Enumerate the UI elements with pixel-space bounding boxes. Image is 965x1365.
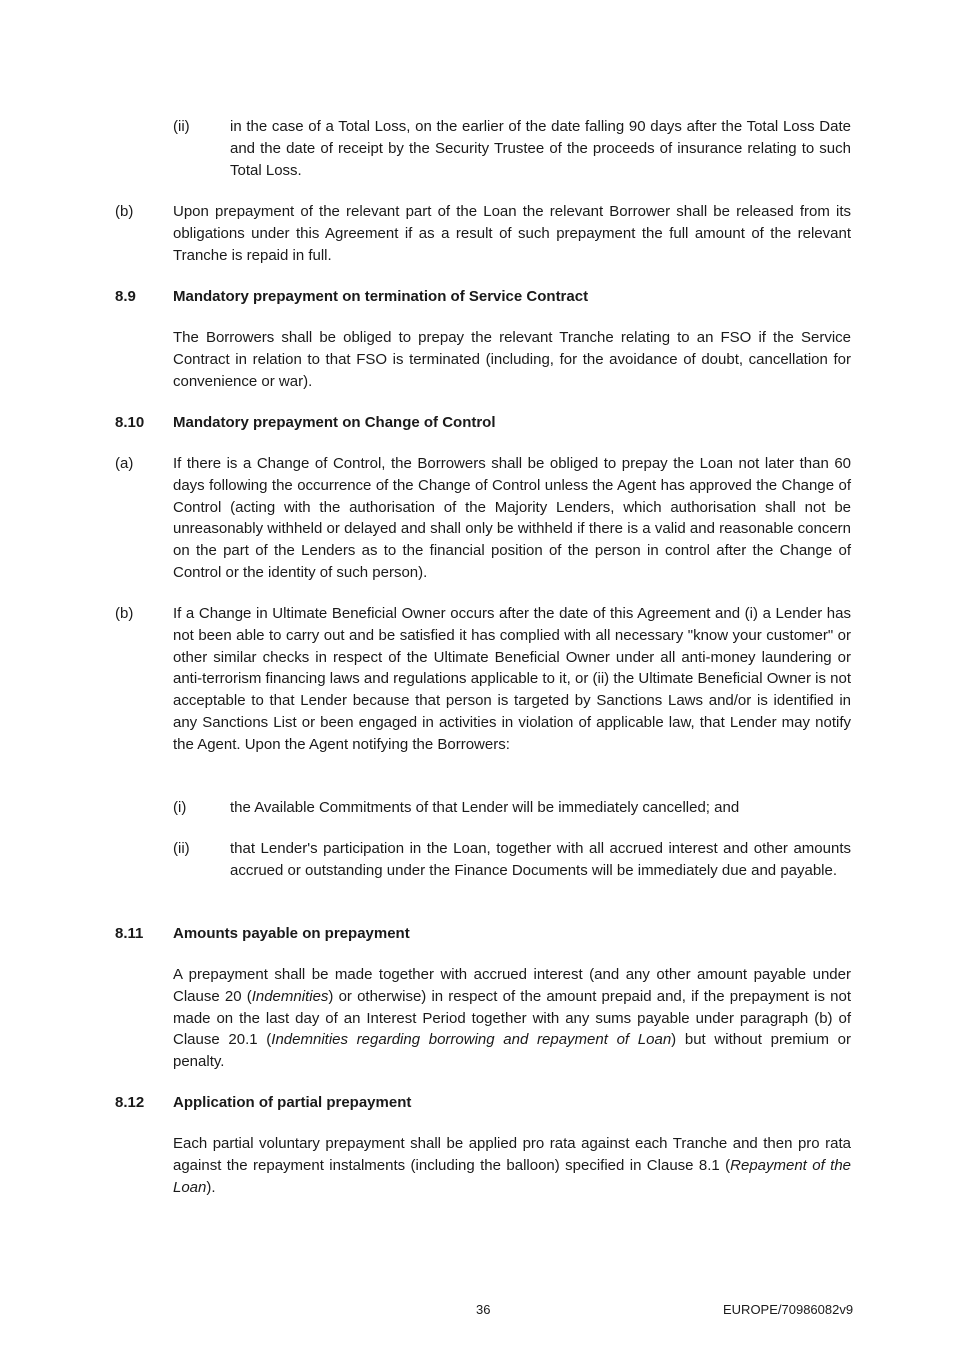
section-title-8-10: Mandatory prepayment on Change of Control	[173, 414, 496, 431]
item-label-b: (b)	[115, 203, 134, 220]
section-title-8-12: Application of partial prepayment	[173, 1094, 412, 1111]
clause-reference-italic: Repayment of the Loan	[173, 1156, 851, 1196]
section-body-8-11	[173, 964, 851, 1073]
item-text-commitments-cancelled: the Available Commitments of that Lender will be immediately cancelled; and	[230, 799, 740, 816]
body-text: A prepayment shall be made together with accrued interest (and any other amount payable under Clause 20 (	[173, 966, 851, 1005]
item-text-ubo-change: If a Change in Ultimate Beneficial Owner occurs after the date of this Agreement and (i) a Lender has not been able to carry out and be satisfied it has complied with all necessary "know your customer" or other similar checks in respect of the Ultimate Beneficial Owner under all anti-money laundering or anti-terrorism financing laws and regulations applicable to it, or (ii) the Ultimate Beneficial Owner is not acceptable to that Lender because that person is targeted by Sanctions Laws and/or is identified in any Sanctions List or been engaged in activities in violation of applicable law, that Lender may notify the Agent. Upon the Agent notifying the Borrowers:	[173, 605, 851, 753]
item-text-release: Upon prepayment of the relevant part of the Loan the relevant Borrower shall be released from its obligations under this Agreement if as a result of such prepayment the full amount of the relevant Tranche is repaid in full.	[173, 203, 851, 264]
item-label-a: (a)	[115, 455, 134, 472]
item-text-due-and-payable: that Lender's participation in the Loan, together with all accrued interest and other amounts accrued or outstanding under the Finance Documents will be immediately due and payable.	[230, 840, 851, 879]
section-number-8-10: 8.10	[115, 414, 145, 431]
page-number: 36	[476, 1302, 491, 1317]
section-number-8-9: 8.9	[115, 288, 136, 305]
item-text-total-loss: in the case of a Total Loss, on the earlier of the date falling 90 days after the Total Loss Date and the date of receipt by the Security Trustee of the proceeds of insurance relating to such Total Loss.	[230, 118, 851, 179]
body-text: ).	[206, 1178, 216, 1196]
item-label-ii: (ii)	[173, 840, 190, 857]
item-label-b: (b)	[115, 605, 134, 622]
clause-reference-italic: Indemnities regarding borrowing and repayment of Loan	[271, 1031, 672, 1049]
section-number-8-11: 8.11	[115, 925, 144, 942]
section-number-8-12: 8.12	[115, 1094, 145, 1111]
section-body-8-9: The Borrowers shall be obliged to prepay the relevant Tranche relating to an FSO if the Service Contract in relation to that FSO is terminated (including, for the avoidance of doubt, cancellation for convenience or war).	[173, 329, 851, 390]
document-reference: EUROPE/70986082v9	[723, 1302, 854, 1317]
section-title-8-9: Mandatory prepayment on termination of Service Contract	[173, 288, 589, 305]
body-text: ) or otherwise) in respect of the amount prepaid and, if the prepayment is not made on the last day of an Interest Period together with any sums payable under paragraph (b) of Clause 20.1 (	[173, 987, 851, 1049]
item-text-change-of-control: If there is a Change of Control, the Borrowers shall be obliged to prepay the Loan not later than 60 days following the occurrence of the Change of Control unless the Agent has approved the Change of Control (acting with the authorisation of the Majority Lenders, which authorisation shall not be unreasonably withheld or delayed and shall only be withheld if there is a valid and reasonable concern on the part of the Lenders as to the financial position of the person in control after the Change of Control or the identity of such person).	[173, 455, 851, 581]
body-text: ) but without premium or penalty.	[173, 1031, 852, 1071]
item-label-i: (i)	[173, 799, 187, 816]
section-body-8-12	[173, 1133, 851, 1198]
section-title-8-11: Amounts payable on prepayment	[173, 925, 410, 942]
item-label-ii: (ii)	[173, 118, 190, 135]
body-text: Each partial voluntary prepayment shall be applied pro rata against each Tranche and then pro rata against the repayment instalments (including the balloon) specified in Clause 8.1 (	[173, 1135, 851, 1174]
clause-reference-italic: Indemnities	[251, 987, 329, 1005]
